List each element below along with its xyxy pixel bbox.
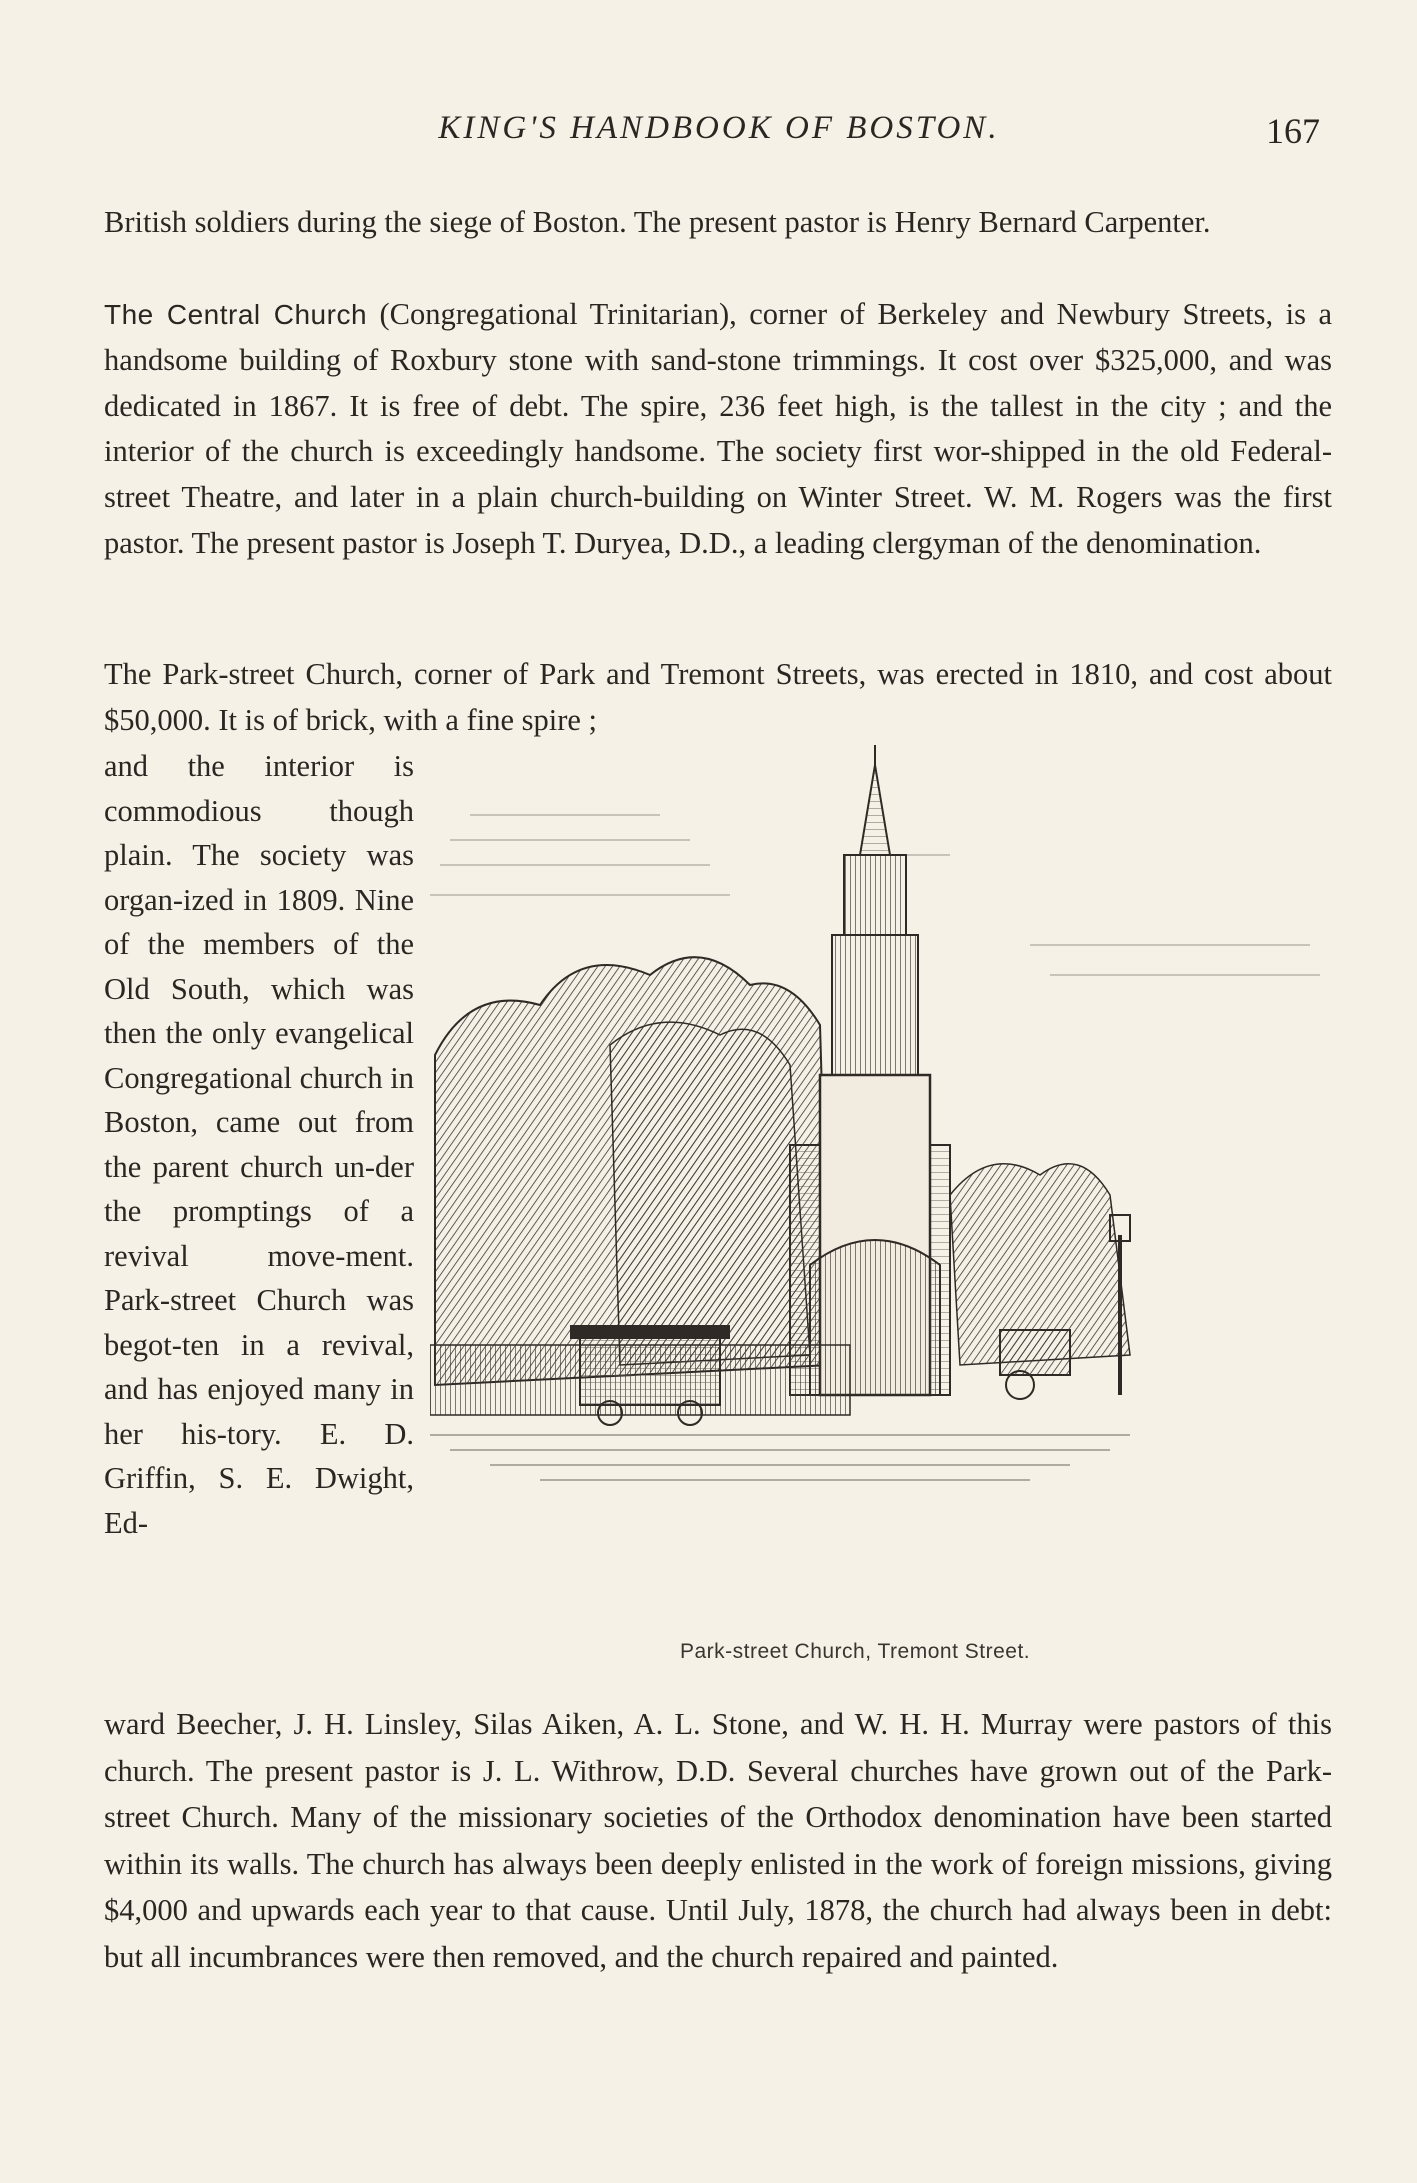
church-illustration [430,745,1340,1665]
park-street-closing-text: ward Beecher, J. H. Linsley, Silas Aiken, A. L. Stone, and W. H. H. Murray were pastors of this church. The present pastor is J. L. Withrow, D.D. Several churches have grown out of the Park-street Church. Many of the missionary societies of the Orthodox denomination have been started within its walls. The church has always been deeply enlisted in the work of foreign missions, giving $4,000 and upwards each year to that cause. Until July, 1878, the church had always been in debt: but all incumbrances were then removed, and the church repaired and painted. [104,1707,1332,1974]
carriage [1000,1330,1070,1375]
horse-car-roof [570,1325,730,1339]
park-street-wrapped-column: and the interior is commodious though plain. The society was organ-ized in 1809. Nine of the members of the Old South, which was then the only evangelical Congregational church in Boston, came out from the parent church un-der the promptings of a revival move-ment. Park-street Church was begot-ten in a revival, and has enjoyed many in her his-tory. E. D. Griffin, S. E. Dwight, Ed- [104,749,414,1540]
paragraph-continuation: British soldiers during the siege of Boston. The present pastor is Henry Bernard Carpenter. [104,205,1211,239]
tower-upper [832,935,918,1075]
running-title: KING'S HANDBOOK OF BOSTON. [438,110,1000,146]
horse-car [580,1335,720,1405]
center-trees [610,1022,810,1365]
page-number: 167 [1266,111,1320,151]
spire [860,765,890,855]
paragraph-central-church [104,292,1332,567]
central-church-text: (Congregational Trinitarian), corner of Berkeley and Newbury Streets, is a handsome building of Roxbury stone with sand-stone trimmings. It cost over $325,000, and was dedicated in 1867. It is free of debt. The spire, 236 feet high, is the tallest in the city ; and the interior of the church is exceedingly handsome. The society first wor-shipped in the old Federal-street Theatre, and later in a plain church-building on Winter Street. W. M. Rogers was the first pastor. The present pastor is Joseph T. Duryea, D.D., a leading clergyman of the denomination. [104,297,1332,560]
park-street-church-engraving [430,745,1340,1665]
figure-caption: Park-street Church, Tremont Street. [680,1640,1031,1663]
park-street-first-text: , corner of Park and Tremont Streets, was erected in 1810, and cost about $50,000. It is of brick, with a fine spire ; [104,657,1332,737]
street-hatching [430,1435,1130,1480]
park-street-opening [104,652,1332,744]
central-church-heading: The Central Church [104,299,368,330]
running-head [104,110,1334,160]
park-street-heading: The Park-street Church [104,657,396,691]
belfry [844,855,906,935]
